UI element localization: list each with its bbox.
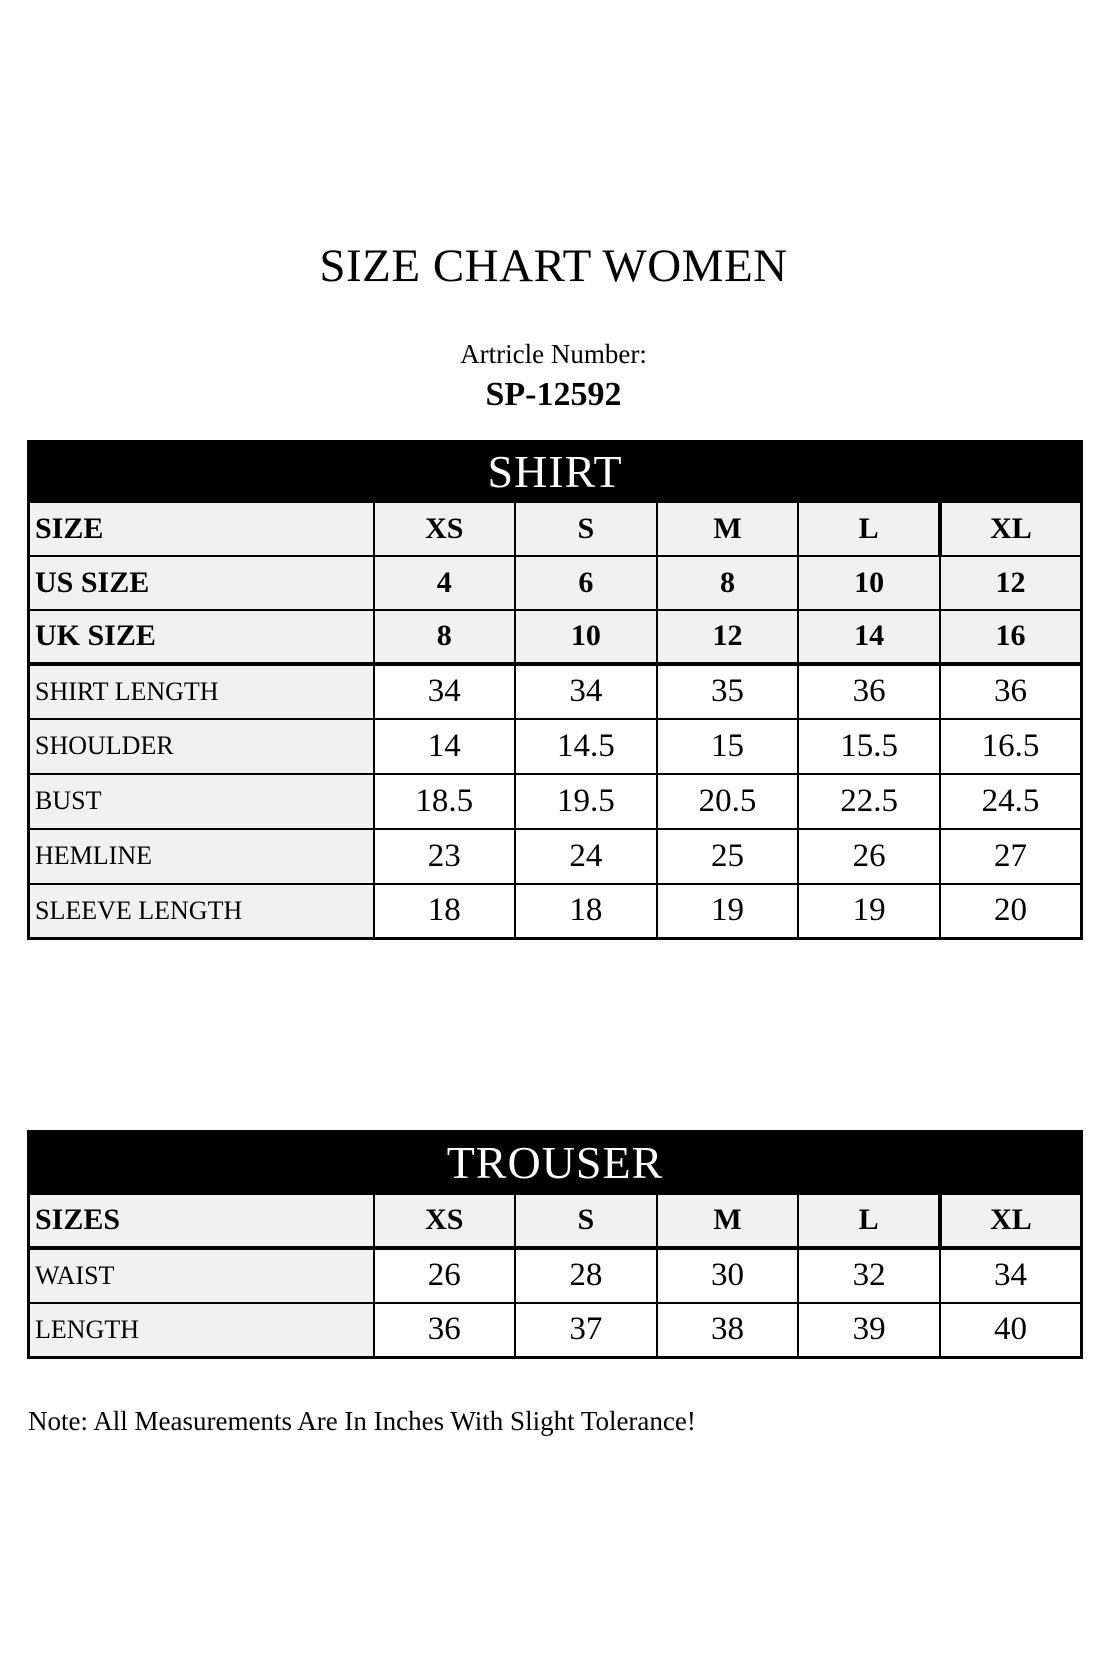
measurement-value-cell: 18 [515,884,657,939]
measurement-value-cell: 19 [657,884,799,939]
table-row [29,719,1082,774]
size-value-cell: XL [940,1194,1082,1248]
measurement-value-cell: 28 [515,1248,657,1303]
measurement-value-cell: 26 [374,1248,516,1303]
size-value-cell: L [798,502,940,556]
size-value-cell: XS [374,502,516,556]
measurement-value-cell: 30 [657,1248,799,1303]
measurement-value-cell: 39 [798,1303,940,1358]
measurement-value-cell: 34 [940,1248,1082,1303]
measurement-value-cell: 22.5 [798,774,940,829]
row-label-cell: SLEEVE LENGTH [29,884,374,939]
measurement-value-cell: 20.5 [657,774,799,829]
size-value-cell: S [515,1194,657,1248]
trouser-size-table [27,1130,1083,1359]
measurement-value-cell: 34 [515,664,657,719]
article-number-value: SP-12592 [485,376,622,413]
table-row [29,664,1082,719]
measurement-value-cell: 24.5 [940,774,1082,829]
table-row [29,556,1082,610]
measurement-value-cell: 14.5 [515,719,657,774]
measurement-value-cell: 23 [374,829,516,884]
size-value-cell: 8 [374,610,516,664]
measurement-value-cell: 26 [798,829,940,884]
shirt-size-table [27,440,1083,940]
measurement-value-cell: 16.5 [940,719,1082,774]
measurement-value-cell: 19 [798,884,940,939]
measurement-value-cell: 36 [374,1303,516,1358]
measurement-value-cell: 18.5 [374,774,516,829]
table-row [29,1248,1082,1303]
measurement-value-cell: 15.5 [798,719,940,774]
table-row [29,442,1082,502]
size-value-cell: M [657,502,799,556]
size-value-cell: 12 [657,610,799,664]
row-label-cell: WAIST [29,1248,374,1303]
size-value-cell: 12 [940,556,1082,610]
size-value-cell: XL [940,502,1082,556]
measurement-value-cell: 34 [374,664,516,719]
measurement-value-cell: 35 [657,664,799,719]
row-label-cell: UK SIZE [29,610,374,664]
measurement-value-cell: 36 [798,664,940,719]
measurement-value-cell: 25 [657,829,799,884]
row-label-cell: SIZE [29,502,374,556]
measurement-value-cell: 18 [374,884,516,939]
size-value-cell: 8 [657,556,799,610]
size-value-cell: L [798,1194,940,1248]
measurement-note: Note: All Measurements Are In Inches With Slight Tolerance! [28,1406,696,1436]
page-title: SIZE CHART WOMEN [319,240,788,292]
measurement-value-cell: 24 [515,829,657,884]
table-row [29,829,1082,884]
measurement-value-cell: 37 [515,1303,657,1358]
row-label-cell: US SIZE [29,556,374,610]
row-label-cell: SHOULDER [29,719,374,774]
row-label-cell: LENGTH [29,1303,374,1358]
size-value-cell: 14 [798,610,940,664]
row-label-cell: BUST [29,774,374,829]
size-value-cell: 10 [515,610,657,664]
table-row [29,1303,1082,1358]
shirt-table-title-band: SHIRT [29,442,1082,502]
table-row [29,1132,1082,1194]
table-row [29,610,1082,664]
size-value-cell: XS [374,1194,516,1248]
size-value-cell: M [657,1194,799,1248]
table-row [29,774,1082,829]
table-row [29,502,1082,556]
table-row [29,884,1082,939]
table-row [29,1194,1082,1248]
measurement-value-cell: 38 [657,1303,799,1358]
measurement-value-cell: 20 [940,884,1082,939]
row-label-cell: SHIRT LENGTH [29,664,374,719]
measurement-value-cell: 32 [798,1248,940,1303]
row-label-cell: SIZES [29,1194,374,1248]
size-value-cell: 10 [798,556,940,610]
size-value-cell: S [515,502,657,556]
row-label-cell: HEMLINE [29,829,374,884]
measurement-value-cell: 14 [374,719,516,774]
size-value-cell: 16 [940,610,1082,664]
measurement-value-cell: 15 [657,719,799,774]
measurement-value-cell: 19.5 [515,774,657,829]
size-value-cell: 6 [515,556,657,610]
trouser-table-title-band: TROUSER [29,1132,1082,1194]
measurement-value-cell: 40 [940,1303,1082,1358]
article-number-label: Artricle Number: [460,339,647,369]
measurement-value-cell: 27 [940,829,1082,884]
size-value-cell: 4 [374,556,516,610]
measurement-value-cell: 36 [940,664,1082,719]
